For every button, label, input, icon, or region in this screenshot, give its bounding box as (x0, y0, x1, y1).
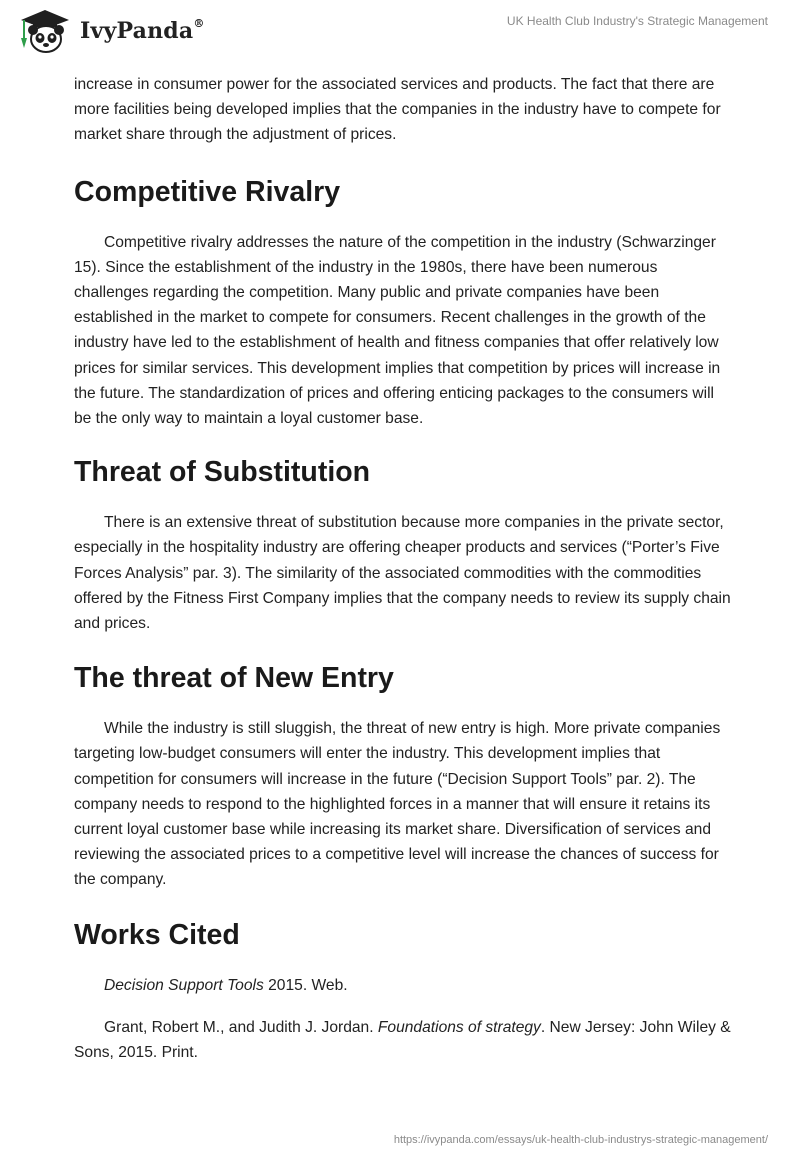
citation-entry: Decision Support Tools 2015. Web. (104, 976, 348, 994)
section-paragraph-threat-of-substitution: There is an extensive threat of substitution because more companies in the private sector, especially in the hospitality industry are offering cheaper products and services (“Porter’s Five Forces Analysis” par. 3). The similarity of the associated commodities with the commodities offered by the Fitness First Company implies that the company needs to review its supply chain and prices. (74, 514, 731, 633)
panda-graduate-logo-icon (16, 8, 74, 54)
document-title: UK Health Club Industry's Strategic Management (506, 14, 768, 28)
section-paragraph-competitive-rivalry: Competitive rivalry addresses the nature of the competition in the industry (Schwarzinger 15). Since the establishment of the industry in the 1980s, there have been numerous challenges regarding the competition. Many public and private companies have been established in the market to compete for consumers. Recent challenges in the growth of the industry have led to the establishment of health and fitness companies that offer relatively low prices for similar services. This development implies that competition by prices will increase in the future. The standardization of prices and offering enticing packages to the consumers will be the only way to maintain a loyal customer base. (74, 233, 721, 428)
section-paragraph-threat-of-new-entry: While the industry is still sluggish, the threat of new entry is high. More private companies targeting low-budget consumers will enter the industry. This development implies that competition for consumers will increase in the future (“Decision Support Tools” par. 2). The company needs to respond to the highlighted forces in a manner that will ensure it retains its current loyal customer base while increasing its market share. Diversification of services and reviewing the associated prices to a competitive level will increase the chances of success for the company. (74, 720, 721, 889)
works-cited-heading: Works Cited (74, 918, 240, 951)
ivypanda-logo-link[interactable] (16, 8, 205, 54)
section-heading-threat-of-new-entry: The threat of New Entry (74, 662, 394, 695)
section-heading-threat-of-substitution: Threat of Substitution (74, 456, 371, 489)
page-header (0, 0, 800, 70)
citation-entry: Grant, Robert M., and Judith J. Jordan. Foundations of strategy. New Jersey: John Wiley & Sons, 2015. Print. (74, 1018, 731, 1062)
intro-paragraph: increase in consumer power for the associated services and products. The fact that there are more facilities being developed implies that the companies in the industry have to compete for market share through the adjustment of prices. (74, 76, 721, 144)
essay-content (74, 72, 734, 1065)
source-url[interactable]: https://ivypanda.com/essays/uk-health-club-industrys-strategic-management/ (393, 1134, 768, 1146)
logo-wordmark: IvyPanda® (80, 16, 205, 44)
section-heading-competitive-rivalry: Competitive Rivalry (74, 175, 341, 208)
